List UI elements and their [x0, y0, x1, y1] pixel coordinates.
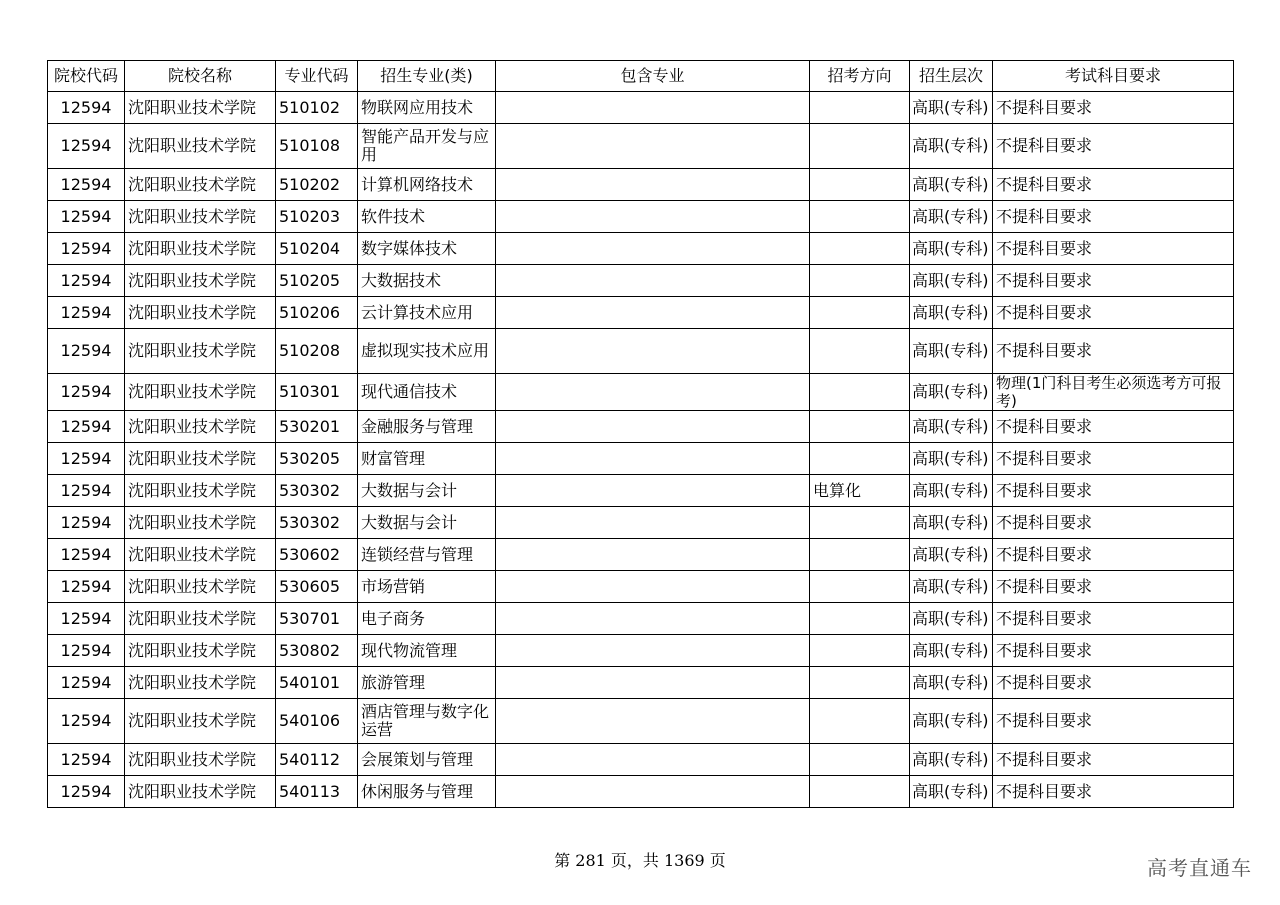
major-cell: 财富管理	[358, 443, 496, 475]
school-name-cell: 沈阳职业技术学院	[125, 571, 276, 603]
school-code-cell: 12594	[48, 124, 125, 169]
table-row	[48, 265, 1234, 297]
header-included-majors: 包含专业	[496, 61, 810, 92]
direction-cell	[810, 233, 910, 265]
included-majors-cell	[496, 667, 810, 699]
major-code-cell: 510203	[276, 201, 358, 233]
subject-requirement-cell: 不提科目要求	[993, 603, 1234, 635]
watermark-text: 高考直通车	[1147, 856, 1252, 880]
subject-requirement-cell: 不提科目要求	[993, 92, 1234, 124]
major-cell: 旅游管理	[358, 667, 496, 699]
header-level: 招生层次	[910, 61, 993, 92]
major-cell: 智能产品开发与应用	[358, 124, 496, 169]
school-code-cell: 12594	[48, 443, 125, 475]
major-code-cell: 540106	[276, 699, 358, 744]
table-row	[48, 776, 1234, 808]
major-code-cell: 510205	[276, 265, 358, 297]
table-row	[48, 507, 1234, 539]
school-name-cell: 沈阳职业技术学院	[125, 201, 276, 233]
major-code-cell: 530605	[276, 571, 358, 603]
subject-requirement-cell: 不提科目要求	[993, 329, 1234, 374]
table-header-row	[48, 61, 1234, 92]
major-cell: 数字媒体技术	[358, 233, 496, 265]
included-majors-cell	[496, 92, 810, 124]
major-code-cell: 530602	[276, 539, 358, 571]
header-school-code: 院校代码	[48, 61, 125, 92]
major-code-cell: 510206	[276, 297, 358, 329]
school-code-cell: 12594	[48, 297, 125, 329]
major-cell: 电子商务	[358, 603, 496, 635]
header-direction: 招考方向	[810, 61, 910, 92]
table-row	[48, 201, 1234, 233]
subject-requirement-cell: 不提科目要求	[993, 776, 1234, 808]
included-majors-cell	[496, 507, 810, 539]
table-row	[48, 411, 1234, 443]
direction-cell	[810, 699, 910, 744]
school-name-cell: 沈阳职业技术学院	[125, 169, 276, 201]
school-name-cell: 沈阳职业技术学院	[125, 124, 276, 169]
school-name-cell: 沈阳职业技术学院	[125, 776, 276, 808]
header-subject-requirement: 考试科目要求	[993, 61, 1234, 92]
school-code-cell: 12594	[48, 507, 125, 539]
major-cell: 连锁经营与管理	[358, 539, 496, 571]
direction-cell	[810, 329, 910, 374]
table-row	[48, 539, 1234, 571]
level-cell: 高职(专科)	[910, 667, 993, 699]
subject-requirement-cell: 不提科目要求	[993, 124, 1234, 169]
table-row	[48, 443, 1234, 475]
subject-requirement-cell: 不提科目要求	[993, 699, 1234, 744]
direction-cell	[810, 265, 910, 297]
direction-cell	[810, 297, 910, 329]
level-cell: 高职(专科)	[910, 169, 993, 201]
level-cell: 高职(专科)	[910, 571, 993, 603]
subject-requirement-cell: 不提科目要求	[993, 201, 1234, 233]
level-cell: 高职(专科)	[910, 329, 993, 374]
included-majors-cell	[496, 297, 810, 329]
included-majors-cell	[496, 443, 810, 475]
direction-cell	[810, 443, 910, 475]
school-code-cell: 12594	[48, 539, 125, 571]
major-code-cell: 510204	[276, 233, 358, 265]
level-cell: 高职(专科)	[910, 92, 993, 124]
page-footer: 第 281 页，共 1369 页	[554, 851, 726, 870]
included-majors-cell	[496, 329, 810, 374]
major-cell: 酒店管理与数字化运营	[358, 699, 496, 744]
major-code-cell: 510208	[276, 329, 358, 374]
table-row	[48, 169, 1234, 201]
level-cell: 高职(专科)	[910, 297, 993, 329]
direction-cell	[810, 744, 910, 776]
level-cell: 高职(专科)	[910, 233, 993, 265]
direction-cell	[810, 374, 910, 411]
table-row	[48, 475, 1234, 507]
subject-requirement-cell: 不提科目要求	[993, 297, 1234, 329]
included-majors-cell	[496, 374, 810, 411]
school-code-cell: 12594	[48, 603, 125, 635]
included-majors-cell	[496, 475, 810, 507]
included-majors-cell	[496, 699, 810, 744]
subject-requirement-cell: 不提科目要求	[993, 233, 1234, 265]
direction-cell	[810, 776, 910, 808]
major-code-cell: 510102	[276, 92, 358, 124]
subject-requirement-cell: 不提科目要求	[993, 443, 1234, 475]
school-code-cell: 12594	[48, 169, 125, 201]
direction-cell	[810, 571, 910, 603]
level-cell: 高职(专科)	[910, 443, 993, 475]
major-cell: 计算机网络技术	[358, 169, 496, 201]
table-row	[48, 699, 1234, 744]
school-name-cell: 沈阳职业技术学院	[125, 635, 276, 667]
school-code-cell: 12594	[48, 475, 125, 507]
table-row	[48, 297, 1234, 329]
school-name-cell: 沈阳职业技术学院	[125, 507, 276, 539]
level-cell: 高职(专科)	[910, 744, 993, 776]
major-cell: 大数据与会计	[358, 507, 496, 539]
header-major: 招生专业(类)	[358, 61, 496, 92]
table-row	[48, 744, 1234, 776]
school-name-cell: 沈阳职业技术学院	[125, 539, 276, 571]
major-cell: 市场营销	[358, 571, 496, 603]
direction-cell	[810, 201, 910, 233]
school-name-cell: 沈阳职业技术学院	[125, 92, 276, 124]
direction-cell	[810, 411, 910, 443]
major-code-cell: 530201	[276, 411, 358, 443]
direction-cell	[810, 603, 910, 635]
admissions-table	[47, 60, 1234, 808]
major-cell: 大数据技术	[358, 265, 496, 297]
school-code-cell: 12594	[48, 374, 125, 411]
major-cell: 休闲服务与管理	[358, 776, 496, 808]
direction-cell: 电算化	[810, 475, 910, 507]
included-majors-cell	[496, 233, 810, 265]
school-name-cell: 沈阳职业技术学院	[125, 475, 276, 507]
school-code-cell: 12594	[48, 667, 125, 699]
major-code-cell: 510202	[276, 169, 358, 201]
direction-cell	[810, 124, 910, 169]
level-cell: 高职(专科)	[910, 699, 993, 744]
included-majors-cell	[496, 776, 810, 808]
level-cell: 高职(专科)	[910, 201, 993, 233]
table-row	[48, 92, 1234, 124]
header-major-code: 专业代码	[276, 61, 358, 92]
major-code-cell: 530205	[276, 443, 358, 475]
major-code-cell: 540101	[276, 667, 358, 699]
table-row	[48, 571, 1234, 603]
school-code-cell: 12594	[48, 233, 125, 265]
school-code-cell: 12594	[48, 635, 125, 667]
major-code-cell: 530302	[276, 507, 358, 539]
table-row	[48, 635, 1234, 667]
school-code-cell: 12594	[48, 201, 125, 233]
level-cell: 高职(专科)	[910, 124, 993, 169]
school-name-cell: 沈阳职业技术学院	[125, 667, 276, 699]
major-cell: 现代物流管理	[358, 635, 496, 667]
major-cell: 虚拟现实技术应用	[358, 329, 496, 374]
major-cell: 大数据与会计	[358, 475, 496, 507]
school-code-cell: 12594	[48, 571, 125, 603]
level-cell: 高职(专科)	[910, 265, 993, 297]
table-row	[48, 603, 1234, 635]
major-cell: 会展策划与管理	[358, 744, 496, 776]
table-row	[48, 124, 1234, 169]
direction-cell	[810, 667, 910, 699]
school-code-cell: 12594	[48, 265, 125, 297]
subject-requirement-cell: 不提科目要求	[993, 411, 1234, 443]
subject-requirement-cell: 不提科目要求	[993, 571, 1234, 603]
header-school-name: 院校名称	[125, 61, 276, 92]
school-name-cell: 沈阳职业技术学院	[125, 411, 276, 443]
included-majors-cell	[496, 571, 810, 603]
included-majors-cell	[496, 265, 810, 297]
school-name-cell: 沈阳职业技术学院	[125, 233, 276, 265]
school-name-cell: 沈阳职业技术学院	[125, 265, 276, 297]
major-code-cell: 530802	[276, 635, 358, 667]
subject-requirement-cell: 不提科目要求	[993, 635, 1234, 667]
level-cell: 高职(专科)	[910, 475, 993, 507]
table-row	[48, 329, 1234, 374]
included-majors-cell	[496, 603, 810, 635]
school-name-cell: 沈阳职业技术学院	[125, 744, 276, 776]
level-cell: 高职(专科)	[910, 411, 993, 443]
level-cell: 高职(专科)	[910, 374, 993, 411]
school-name-cell: 沈阳职业技术学院	[125, 374, 276, 411]
school-code-cell: 12594	[48, 92, 125, 124]
school-code-cell: 12594	[48, 411, 125, 443]
school-name-cell: 沈阳职业技术学院	[125, 603, 276, 635]
school-name-cell: 沈阳职业技术学院	[125, 443, 276, 475]
school-code-cell: 12594	[48, 699, 125, 744]
included-majors-cell	[496, 635, 810, 667]
major-code-cell: 530302	[276, 475, 358, 507]
included-majors-cell	[496, 744, 810, 776]
subject-requirement-cell: 不提科目要求	[993, 169, 1234, 201]
table-row	[48, 233, 1234, 265]
direction-cell	[810, 539, 910, 571]
major-code-cell: 530701	[276, 603, 358, 635]
subject-requirement-cell: 不提科目要求	[993, 475, 1234, 507]
included-majors-cell	[496, 124, 810, 169]
table-body	[48, 92, 1234, 808]
school-code-cell: 12594	[48, 776, 125, 808]
direction-cell	[810, 92, 910, 124]
major-cell: 软件技术	[358, 201, 496, 233]
direction-cell	[810, 507, 910, 539]
table-row	[48, 374, 1234, 411]
school-name-cell: 沈阳职业技术学院	[125, 297, 276, 329]
major-code-cell: 510301	[276, 374, 358, 411]
major-code-cell: 510108	[276, 124, 358, 169]
major-code-cell: 540112	[276, 744, 358, 776]
subject-requirement-cell: 不提科目要求	[993, 667, 1234, 699]
major-cell: 物联网应用技术	[358, 92, 496, 124]
school-code-cell: 12594	[48, 744, 125, 776]
level-cell: 高职(专科)	[910, 776, 993, 808]
subject-requirement-cell: 不提科目要求	[993, 744, 1234, 776]
direction-cell	[810, 169, 910, 201]
included-majors-cell	[496, 201, 810, 233]
major-cell: 云计算技术应用	[358, 297, 496, 329]
table-row	[48, 667, 1234, 699]
level-cell: 高职(专科)	[910, 603, 993, 635]
subject-requirement-cell: 不提科目要求	[993, 265, 1234, 297]
subject-requirement-cell: 物理(1门科目考生必须选考方可报考)	[993, 374, 1234, 411]
school-code-cell: 12594	[48, 329, 125, 374]
admissions-table-container	[47, 60, 1233, 808]
school-name-cell: 沈阳职业技术学院	[125, 329, 276, 374]
included-majors-cell	[496, 411, 810, 443]
major-cell: 现代通信技术	[358, 374, 496, 411]
subject-requirement-cell: 不提科目要求	[993, 539, 1234, 571]
subject-requirement-cell: 不提科目要求	[993, 507, 1234, 539]
major-code-cell: 540113	[276, 776, 358, 808]
major-cell: 金融服务与管理	[358, 411, 496, 443]
included-majors-cell	[496, 169, 810, 201]
level-cell: 高职(专科)	[910, 539, 993, 571]
direction-cell	[810, 635, 910, 667]
school-name-cell: 沈阳职业技术学院	[125, 699, 276, 744]
level-cell: 高职(专科)	[910, 507, 993, 539]
included-majors-cell	[496, 539, 810, 571]
level-cell: 高职(专科)	[910, 635, 993, 667]
